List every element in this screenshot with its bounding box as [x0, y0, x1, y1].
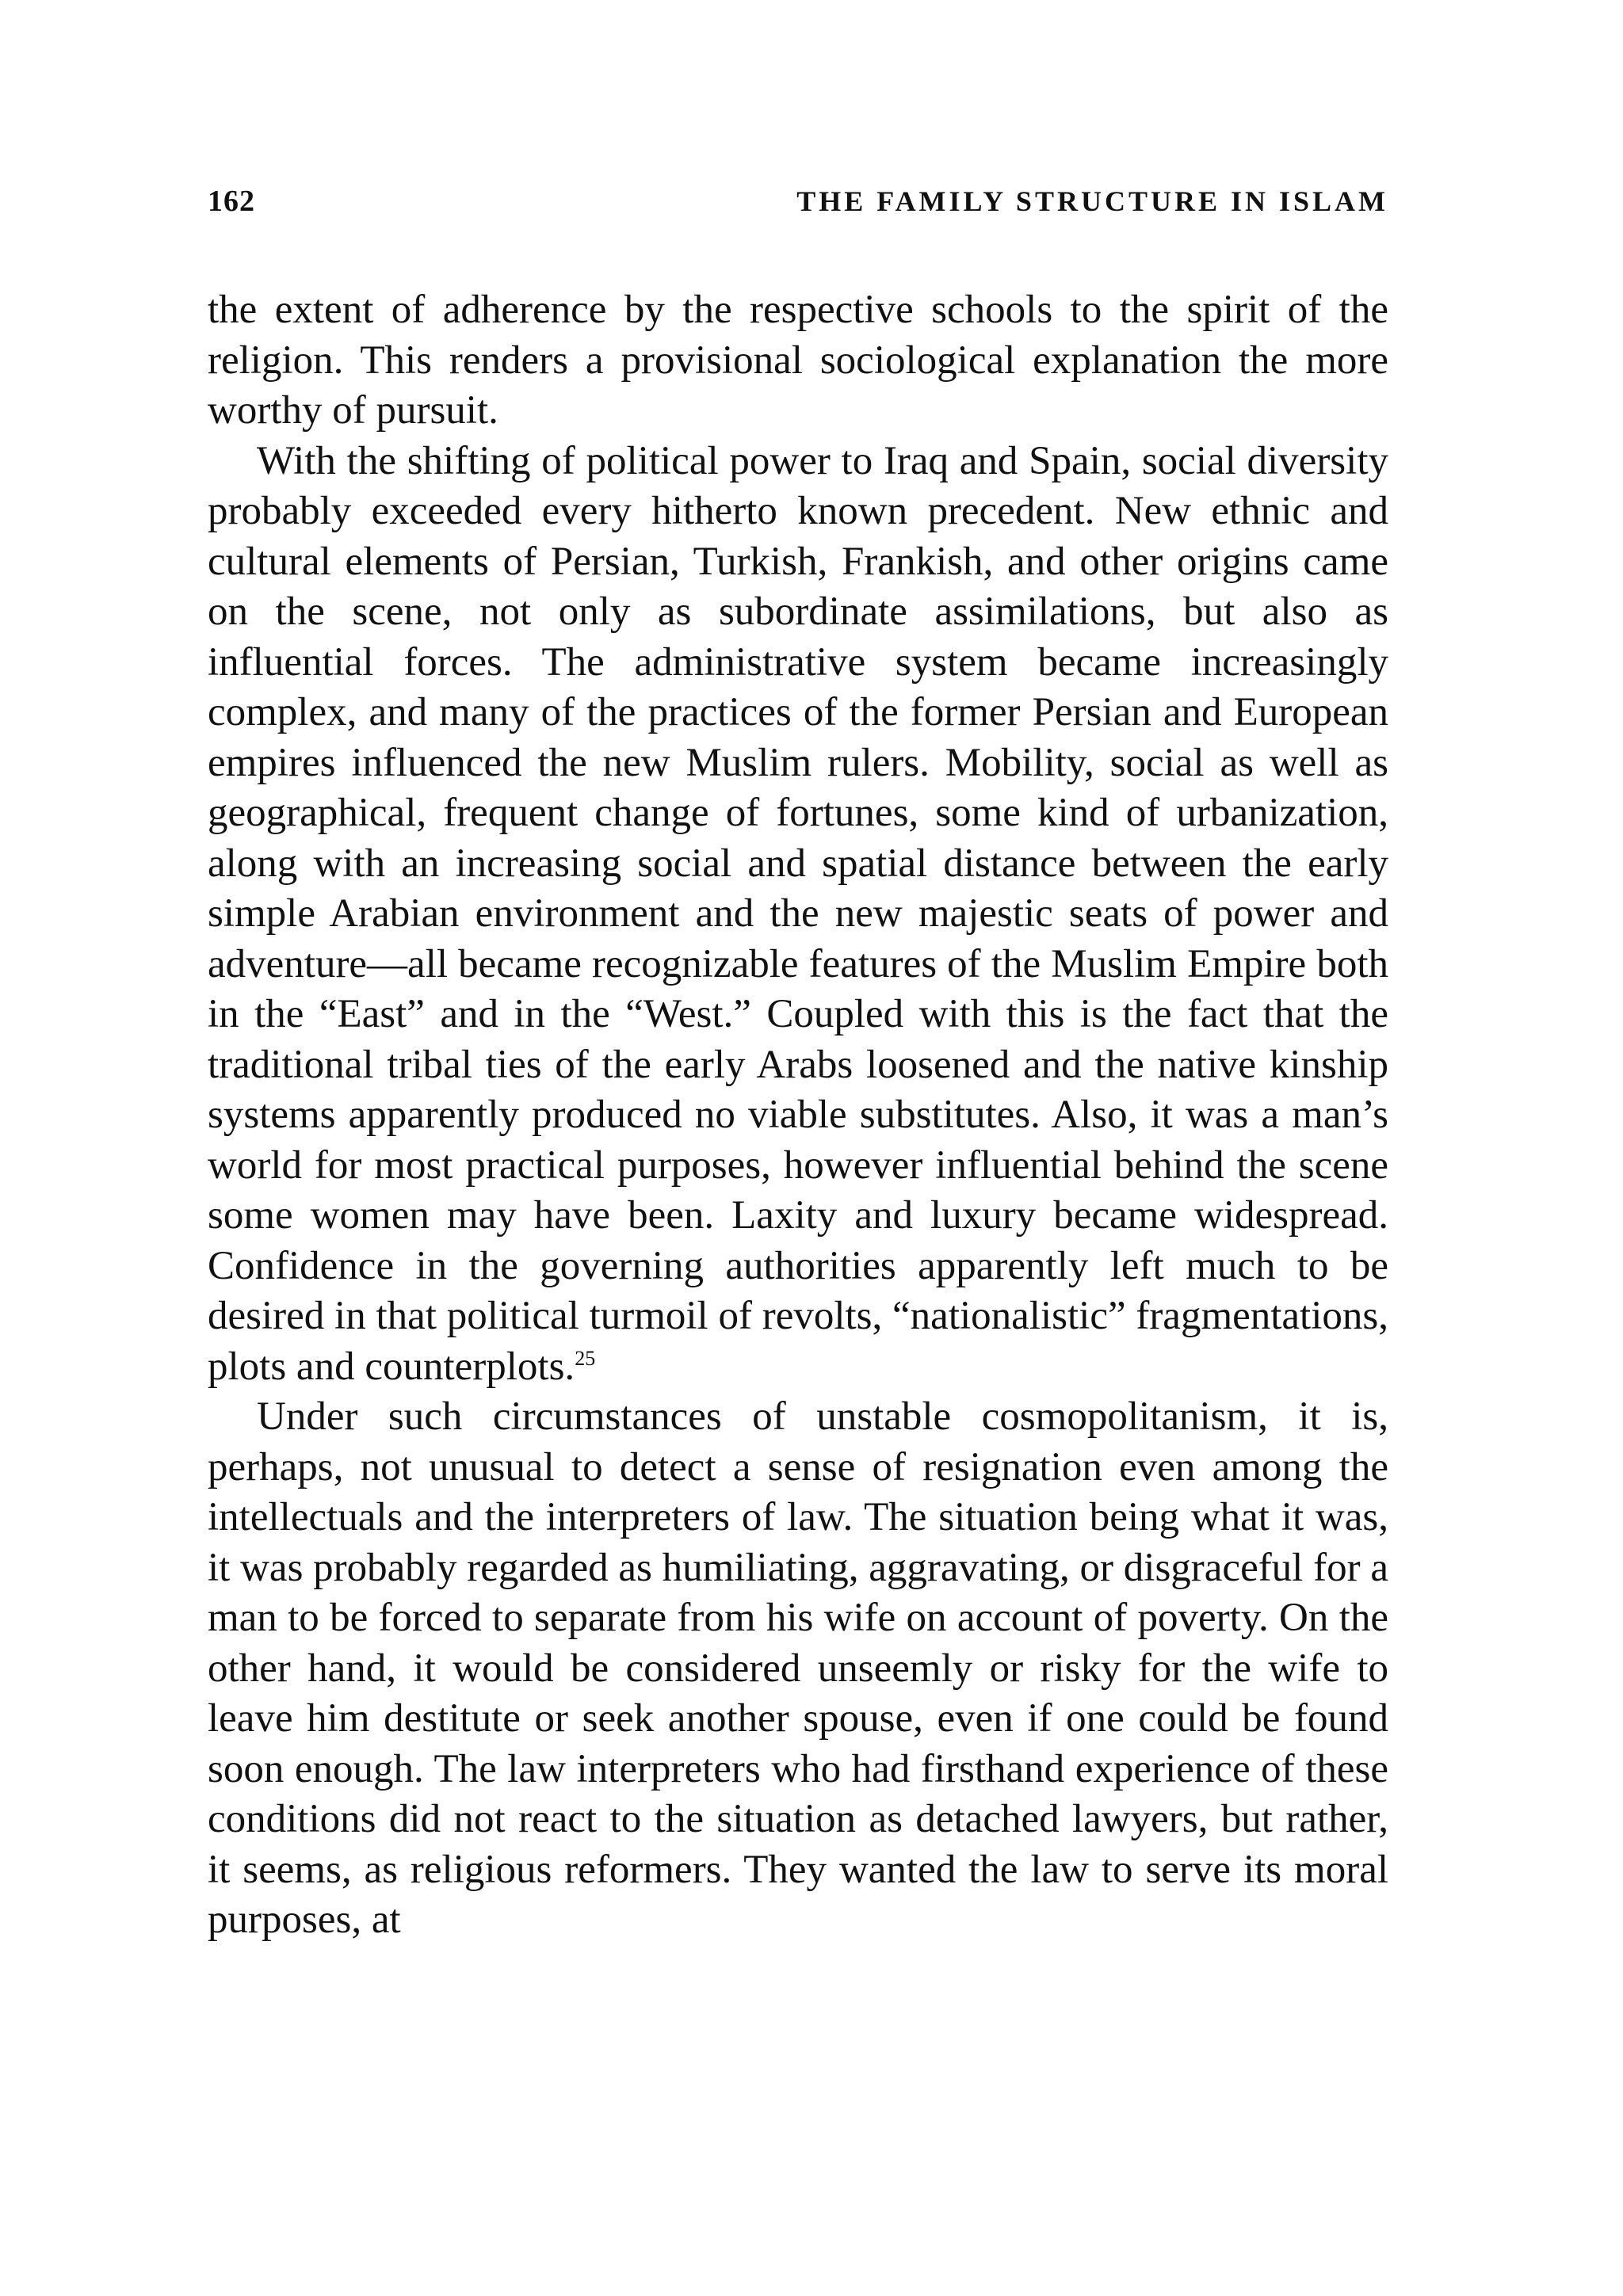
paragraph-2	[208, 437, 1388, 1393]
paragraph-3-text: Under such circumstances of unstable cosmopolitanism, it is, perhaps, not unusual to detect a sense of resignation even among the intellectuals and the interpreters of law. The situation being what it was, it was probably regarded as humiliating, aggravating, or disgraceful for a man to be forced to separate from his wife on account of poverty. On the other hand, it would be considered unseemly or risky for the wife to leave him destitute or seek another spouse, even if one could be found soon enough. The law interpreters who had firsthand experience of these conditions did not react to the situation as detached lawyers, but rather, it seems, as religious reformers. They wanted the law to serve its moral purposes, at	[208, 1394, 1388, 1942]
footnote-marker: 25	[575, 1346, 596, 1370]
paragraph-3	[208, 1392, 1388, 1946]
running-head: THE FAMILY STRUCTURE IN ISLAM	[796, 185, 1388, 217]
paragraph-1-text: the extent of adherence by the respective schools to the spirit of the religion. This renders a provisional sociological explanation the more worthy of pursuit.	[208, 288, 1388, 433]
paragraph-2-text: With the shifting of political power to Iraq and Spain, social diversity probably exceeded every hitherto known precedent. New ethnic and cultural elements of Persian, Turkish, Frankish, and other origins came on the scene, not only as subordinate assimilations, but also as influential forces. The administrative system became increasingly complex, and many of the practices of the former Persian and European empires influenced the new Muslim rulers. Mobility, social as well as geographical, frequent change of fortunes, some kind of urbanization, along with an increasing social and spatial distance between the early simple Arabian environment and the new majestic seats of power and adventure—all became recognizable features of the Muslim Empire both in the “East” and in the “West.” Coupled with this is the fact that the traditional tribal ties of the early Arabs loosened and the native kinship systems apparently produced no viable substitutes. Also, it was a man’s world for most practical purposes, however influential behind the scene some women may have been. Laxity and luxury became widespread. Confidence in the governing authorities apparently left much to be desired in that political turmoil of revolts, “nationalistic” fragmentations, plots and counterplots.	[208, 438, 1388, 1389]
paragraph-1	[208, 285, 1388, 437]
page-number: 162	[208, 185, 255, 218]
body-text	[208, 285, 1388, 1946]
page-header	[208, 184, 1388, 231]
